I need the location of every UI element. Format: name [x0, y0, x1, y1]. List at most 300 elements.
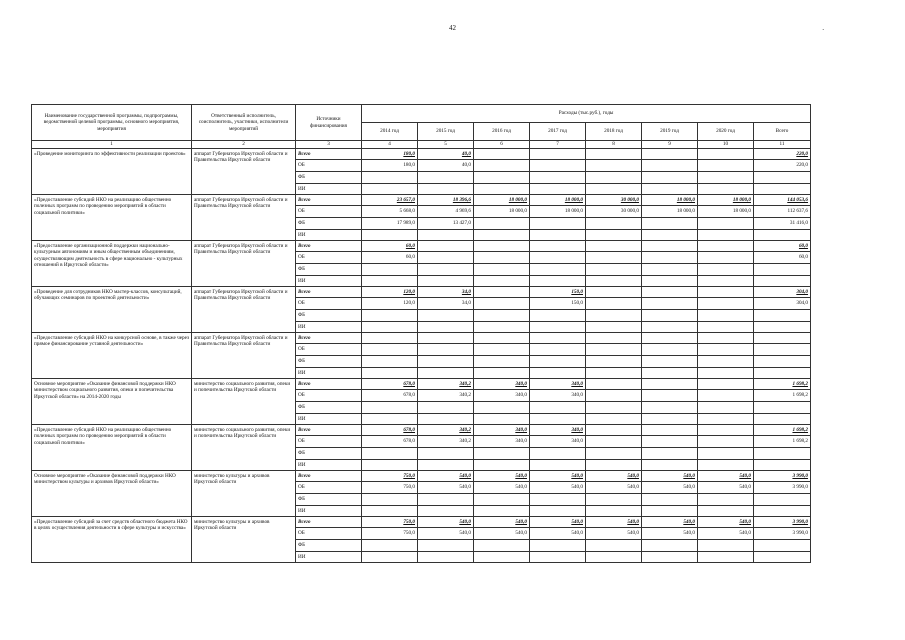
amount-cell: [642, 160, 698, 172]
header-year: 2016 год: [474, 123, 530, 141]
funding-source: ИИ: [296, 414, 362, 425]
amount-total-cell: 60,0: [754, 241, 811, 252]
amount-cell: [418, 368, 474, 379]
amount-cell: [586, 322, 642, 333]
amount-cell: [362, 356, 418, 368]
amount-total-cell: [754, 356, 811, 368]
amount-cell: [530, 506, 586, 517]
responsible-executor: министерство культуры и архивов Иркутской области: [192, 471, 296, 517]
table-row: [32, 195, 811, 206]
amount-cell: [530, 160, 586, 172]
amount-total-cell: 3 990,0: [754, 517, 811, 528]
amount-cell: [362, 414, 418, 425]
amount-cell: 678,0: [362, 436, 418, 448]
amount-cell: 540,0: [586, 517, 642, 528]
amount-cell: [698, 368, 754, 379]
amount-cell: 150,0: [530, 287, 586, 298]
amount-cell: [698, 241, 754, 252]
amount-cell: [418, 310, 474, 322]
amount-cell: 13 427,0: [418, 218, 474, 230]
amount-cell: [698, 333, 754, 344]
amount-cell: [698, 287, 754, 298]
amount-cell: 340,0: [474, 379, 530, 390]
amount-cell: [586, 241, 642, 252]
amount-cell: [418, 356, 474, 368]
amount-cell: 540,0: [642, 517, 698, 528]
amount-cell: [418, 402, 474, 414]
amount-cell: 540,0: [418, 517, 474, 528]
amount-cell: [698, 379, 754, 390]
amount-cell: [586, 506, 642, 517]
amount-cell: [474, 356, 530, 368]
funding-source: ФБ: [296, 494, 362, 506]
amount-cell: [642, 149, 698, 160]
funding-source: ОБ: [296, 298, 362, 310]
amount-cell: [530, 264, 586, 276]
amount-cell: [362, 506, 418, 517]
funding-source: ФБ: [296, 172, 362, 184]
amount-cell: 18 396,6: [418, 195, 474, 206]
amount-cell: [418, 552, 474, 563]
amount-cell: [642, 390, 698, 402]
table-row: [32, 425, 811, 436]
amount-cell: 18 000,0: [642, 206, 698, 218]
amount-cell: [474, 230, 530, 241]
amount-cell: [642, 368, 698, 379]
amount-cell: [698, 184, 754, 195]
amount-cell: [362, 322, 418, 333]
amount-total-cell: [754, 414, 811, 425]
funding-source: Всего: [296, 195, 362, 206]
funding-source: Всего: [296, 333, 362, 344]
amount-cell: [698, 540, 754, 552]
amount-cell: [698, 310, 754, 322]
amount-cell: [698, 414, 754, 425]
amount-cell: [586, 184, 642, 195]
amount-cell: [418, 344, 474, 356]
amount-cell: [698, 149, 754, 160]
amount-cell: 340,0: [474, 436, 530, 448]
amount-cell: [530, 322, 586, 333]
column-number: 4: [362, 141, 418, 149]
amount-cell: [362, 460, 418, 471]
amount-cell: [362, 264, 418, 276]
amount-cell: [474, 540, 530, 552]
amount-cell: [642, 264, 698, 276]
amount-cell: [418, 184, 474, 195]
amount-cell: [418, 230, 474, 241]
amount-total-cell: 144 053,6: [754, 195, 811, 206]
amount-cell: [530, 184, 586, 195]
amount-cell: 678,0: [362, 379, 418, 390]
measure-name: «Предоставление субсидий за счет средств областного бюджета НКО в целях осуществления деятельности в сфере культуры и искусства»: [32, 517, 192, 563]
column-number: 11: [754, 141, 811, 149]
amount-total-cell: 1 698,2: [754, 379, 811, 390]
amount-cell: [474, 172, 530, 184]
amount-cell: 180,0: [362, 160, 418, 172]
amount-cell: [530, 494, 586, 506]
amount-cell: [530, 460, 586, 471]
amount-cell: 340,2: [418, 436, 474, 448]
header-year: 2015 год: [418, 123, 474, 141]
amount-total-cell: [754, 310, 811, 322]
amount-cell: [362, 276, 418, 287]
amount-total-cell: [754, 552, 811, 563]
amount-total-cell: 304,0: [754, 287, 811, 298]
amount-cell: [474, 552, 530, 563]
funding-source: ИИ: [296, 460, 362, 471]
amount-cell: [642, 414, 698, 425]
amount-cell: [698, 276, 754, 287]
amount-cell: [698, 160, 754, 172]
amount-cell: [642, 252, 698, 264]
amount-total-cell: [754, 540, 811, 552]
amount-cell: [586, 160, 642, 172]
responsible-executor: аппарат Губернатора Иркутской области и Правительства Иркутской области: [192, 287, 296, 333]
amount-cell: [474, 506, 530, 517]
amount-total-cell: 60,0: [754, 252, 811, 264]
measure-name: «Предоставление субсидий НКО на конкурсной основе, в также через прямое финансирование уставной деятельности»: [32, 333, 192, 379]
header-row-numbers: [32, 141, 811, 149]
amount-cell: [530, 252, 586, 264]
funding-source: ИИ: [296, 322, 362, 333]
amount-cell: [474, 333, 530, 344]
amount-total-cell: 31 416,0: [754, 218, 811, 230]
page-number: 42: [449, 24, 456, 32]
amount-cell: [586, 298, 642, 310]
funding-source: ОБ: [296, 528, 362, 540]
amount-cell: [474, 414, 530, 425]
amount-cell: 540,0: [642, 482, 698, 494]
amount-cell: [586, 368, 642, 379]
amount-cell: [474, 402, 530, 414]
amount-cell: [642, 379, 698, 390]
amount-cell: 540,0: [642, 528, 698, 540]
amount-cell: [642, 172, 698, 184]
amount-cell: [474, 310, 530, 322]
amount-cell: [698, 344, 754, 356]
amount-cell: [698, 264, 754, 276]
amount-cell: 750,0: [362, 517, 418, 528]
amount-cell: [698, 402, 754, 414]
amount-cell: [362, 310, 418, 322]
column-number: 2: [192, 141, 296, 149]
amount-total-cell: [754, 460, 811, 471]
amount-cell: [698, 436, 754, 448]
amount-cell: 4 969,6: [418, 206, 474, 218]
amount-cell: 540,0: [530, 528, 586, 540]
funding-source: ОБ: [296, 160, 362, 172]
amount-cell: 540,0: [698, 482, 754, 494]
amount-cell: [698, 298, 754, 310]
amount-cell: [642, 425, 698, 436]
amount-cell: [474, 322, 530, 333]
amount-cell: [586, 414, 642, 425]
amount-cell: [586, 310, 642, 322]
responsible-executor: министерство культуры и архивов Иркутской области: [192, 517, 296, 563]
amount-cell: [586, 264, 642, 276]
amount-cell: [586, 379, 642, 390]
amount-cell: 18 000,0: [474, 206, 530, 218]
funding-source: ИИ: [296, 552, 362, 563]
amount-cell: 18 000,0: [530, 195, 586, 206]
amount-cell: 678,0: [362, 425, 418, 436]
amount-cell: 60,0: [362, 252, 418, 264]
amount-cell: 5 668,0: [362, 206, 418, 218]
amount-cell: [698, 172, 754, 184]
header-source: Источники финансирования: [296, 105, 362, 141]
responsible-executor: аппарат Губернатора Иркутской области и Правительства Иркутской области: [192, 149, 296, 195]
measure-name: «Проведение мониторинга по эффективности реализации проектов»: [32, 149, 192, 195]
amount-cell: 34,0: [418, 287, 474, 298]
amount-total-cell: [754, 494, 811, 506]
amount-cell: 34,0: [418, 298, 474, 310]
header-responsible: Ответственный исполнитель, соисполнитель, участники, исполнители мероприятий: [192, 105, 296, 141]
amount-total-cell: 112 637,6: [754, 206, 811, 218]
amount-total-cell: 304,0: [754, 298, 811, 310]
funding-source: Всего: [296, 287, 362, 298]
amount-cell: [530, 368, 586, 379]
amount-cell: 750,0: [362, 528, 418, 540]
amount-cell: [642, 402, 698, 414]
amount-cell: [474, 218, 530, 230]
funding-source: ИИ: [296, 506, 362, 517]
funding-source: Всего: [296, 517, 362, 528]
header-year-total: Всего: [754, 123, 811, 141]
amount-total-cell: [754, 333, 811, 344]
funding-source: ФБ: [296, 264, 362, 276]
amount-cell: 180,0: [362, 149, 418, 160]
amount-cell: [586, 402, 642, 414]
table-row: [32, 517, 811, 528]
amount-cell: [362, 344, 418, 356]
funding-source: ФБ: [296, 218, 362, 230]
funding-source: Всего: [296, 471, 362, 482]
amount-total-cell: [754, 402, 811, 414]
amount-cell: [586, 276, 642, 287]
amount-cell: [586, 436, 642, 448]
amount-total-cell: [754, 368, 811, 379]
amount-cell: 40,0: [418, 160, 474, 172]
amount-cell: 18 000,0: [642, 195, 698, 206]
amount-cell: 150,0: [530, 298, 586, 310]
amount-cell: [586, 448, 642, 460]
amount-cell: [530, 276, 586, 287]
amount-cell: [642, 460, 698, 471]
amount-cell: [642, 333, 698, 344]
amount-cell: [362, 230, 418, 241]
amount-cell: [418, 322, 474, 333]
amount-cell: [474, 264, 530, 276]
amount-cell: 540,0: [474, 471, 530, 482]
header-row-top: [32, 105, 811, 123]
funding-source: ОБ: [296, 206, 362, 218]
amount-cell: 23 657,0: [362, 195, 418, 206]
amount-total-cell: [754, 184, 811, 195]
amount-cell: [586, 333, 642, 344]
amount-cell: 540,0: [418, 482, 474, 494]
amount-cell: [642, 448, 698, 460]
amount-cell: 340,2: [418, 390, 474, 402]
amount-cell: 540,0: [586, 482, 642, 494]
responsible-executor: министерство социального развития, опеки и попечительства Иркутской области: [192, 379, 296, 425]
table-row: [32, 379, 811, 390]
amount-cell: 340,0: [530, 379, 586, 390]
funding-source: ОБ: [296, 482, 362, 494]
funding-source: Всего: [296, 425, 362, 436]
amount-cell: [586, 356, 642, 368]
amount-cell: [642, 322, 698, 333]
amount-cell: [474, 298, 530, 310]
amount-cell: [362, 540, 418, 552]
amount-cell: 340,0: [530, 390, 586, 402]
table-row: [32, 471, 811, 482]
amount-cell: 540,0: [530, 517, 586, 528]
amount-total-cell: [754, 448, 811, 460]
amount-cell: [530, 552, 586, 563]
header-year: 2019 год: [642, 123, 698, 141]
amount-cell: 60,0: [362, 241, 418, 252]
responsible-executor: аппарат Губернатора Иркутской области и Правительства Иркутской области: [192, 333, 296, 379]
amount-total-cell: 1 698,2: [754, 436, 811, 448]
amount-cell: [586, 390, 642, 402]
funding-source: ИИ: [296, 368, 362, 379]
amount-cell: 678,0: [362, 390, 418, 402]
measure-name: «Проведение для сотрудников НКО мастер-классов, консультаций, обучающих семинаров по проектной деятельности»: [32, 287, 192, 333]
amount-cell: [642, 184, 698, 195]
amount-total-cell: 1 698,2: [754, 425, 811, 436]
amount-cell: 540,0: [698, 471, 754, 482]
amount-cell: [530, 402, 586, 414]
funding-source: ОБ: [296, 344, 362, 356]
funding-source: ФБ: [296, 310, 362, 322]
amount-total-cell: 3 990,0: [754, 482, 811, 494]
amount-cell: [642, 436, 698, 448]
amount-cell: 540,0: [698, 528, 754, 540]
amount-cell: [474, 287, 530, 298]
amount-cell: [586, 218, 642, 230]
amount-cell: [642, 356, 698, 368]
amount-cell: 540,0: [530, 482, 586, 494]
amount-cell: [530, 448, 586, 460]
amount-cell: [698, 425, 754, 436]
responsible-executor: министерство социального развития, опеки и попечительства Иркутской области: [192, 425, 296, 471]
amount-cell: [642, 276, 698, 287]
header-year: 2017 год: [530, 123, 586, 141]
amount-cell: [642, 230, 698, 241]
amount-cell: 18 000,0: [530, 206, 586, 218]
amount-cell: [642, 218, 698, 230]
amount-cell: [698, 460, 754, 471]
funding-source: ФБ: [296, 448, 362, 460]
amount-cell: 540,0: [698, 517, 754, 528]
amount-cell: [698, 252, 754, 264]
table-row: [32, 241, 811, 252]
amount-cell: 540,0: [642, 471, 698, 482]
amount-cell: [586, 230, 642, 241]
amount-cell: [474, 460, 530, 471]
amount-cell: [474, 494, 530, 506]
amount-total-cell: 220,0: [754, 160, 811, 172]
funding-source: ИИ: [296, 184, 362, 195]
column-number: 8: [586, 141, 642, 149]
amount-cell: [530, 414, 586, 425]
amount-cell: [418, 540, 474, 552]
amount-cell: [698, 448, 754, 460]
column-number: 10: [698, 141, 754, 149]
amount-cell: [530, 540, 586, 552]
amount-cell: [530, 241, 586, 252]
amount-cell: [418, 414, 474, 425]
amount-cell: [362, 368, 418, 379]
amount-cell: 750,0: [362, 471, 418, 482]
amount-cell: [418, 172, 474, 184]
amount-cell: [530, 310, 586, 322]
amount-cell: [474, 149, 530, 160]
amount-cell: [474, 276, 530, 287]
amount-total-cell: [754, 230, 811, 241]
amount-cell: [362, 184, 418, 195]
amount-total-cell: [754, 506, 811, 517]
amount-cell: 750,0: [362, 482, 418, 494]
amount-cell: [530, 218, 586, 230]
amount-cell: [642, 540, 698, 552]
amount-cell: [418, 241, 474, 252]
funding-source: ИИ: [296, 276, 362, 287]
amount-total-cell: [754, 264, 811, 276]
amount-cell: 340,0: [474, 425, 530, 436]
amount-cell: [698, 506, 754, 517]
amount-cell: 18 000,0: [698, 195, 754, 206]
amount-cell: [474, 344, 530, 356]
amount-cell: [586, 494, 642, 506]
amount-cell: [698, 552, 754, 563]
amount-cell: [418, 448, 474, 460]
amount-cell: 30 000,0: [586, 195, 642, 206]
amount-cell: 30 000,0: [586, 206, 642, 218]
amount-cell: [698, 230, 754, 241]
funding-source: ОБ: [296, 390, 362, 402]
amount-cell: [642, 241, 698, 252]
amount-cell: [418, 264, 474, 276]
amount-cell: [418, 506, 474, 517]
measure-name: «Предоставление организационной поддержки национально-культурным автономиям и иным общественным объединениям, осуществляющим деятельность в сфере национально - культурных отношений в Иркутской области»: [32, 241, 192, 287]
amount-cell: 120,0: [362, 298, 418, 310]
amount-cell: 340,0: [530, 436, 586, 448]
amount-cell: 340,2: [418, 379, 474, 390]
header-program: Наименование государственной программы, подпрограммы, ведомственной целевой программы, основного мероприятия, мероприятия: [32, 105, 192, 141]
amount-cell: [530, 172, 586, 184]
amount-cell: [530, 333, 586, 344]
column-number: 9: [642, 141, 698, 149]
amount-cell: [362, 448, 418, 460]
amount-cell: 540,0: [418, 471, 474, 482]
amount-cell: 120,0: [362, 287, 418, 298]
amount-cell: [418, 333, 474, 344]
corner-mark: ·: [822, 26, 825, 34]
amount-cell: [418, 460, 474, 471]
amount-total-cell: [754, 276, 811, 287]
funding-source: ФБ: [296, 356, 362, 368]
table-row: [32, 149, 811, 160]
amount-cell: 540,0: [586, 528, 642, 540]
header-year: 2020 год: [698, 123, 754, 141]
measure-name: «Предоставление субсидий НКО на реализацию общественно полезных программ по проведению мероприятий в области социальной политики»: [32, 425, 192, 471]
financing-table-sheet: [31, 104, 810, 563]
header-expenses: Расходы (тыс.руб.), годы: [362, 105, 811, 123]
amount-cell: [362, 402, 418, 414]
amount-cell: [586, 344, 642, 356]
